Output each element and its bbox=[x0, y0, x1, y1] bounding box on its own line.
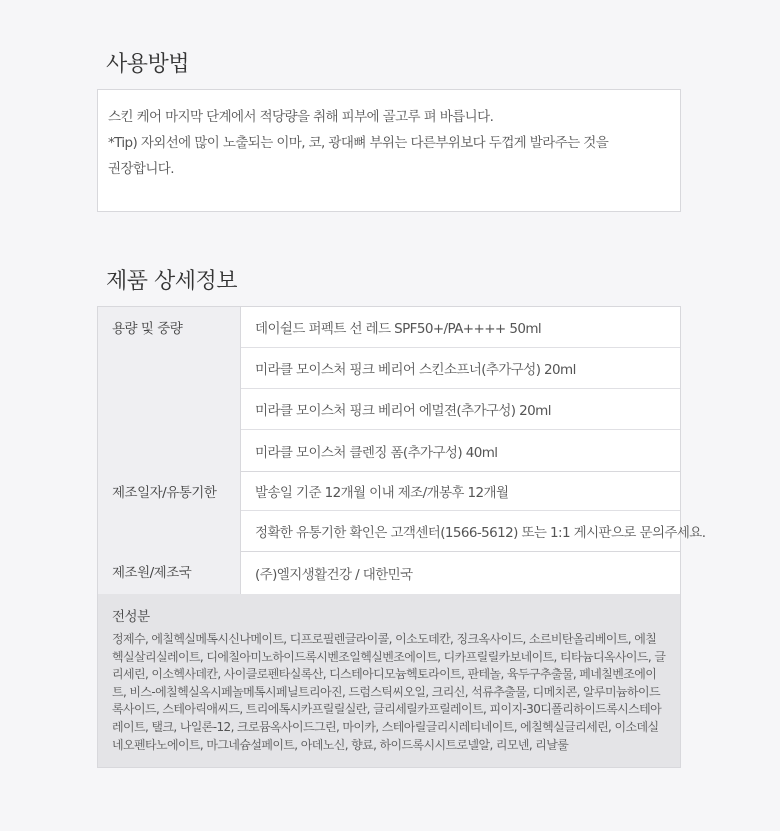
ingredients-label: 전성분 bbox=[112, 609, 150, 625]
ingredients-block bbox=[98, 594, 680, 767]
capacity-row bbox=[98, 307, 680, 472]
expiry-row bbox=[98, 471, 706, 552]
details-section-title: 제품 상세정보 bbox=[106, 269, 238, 294]
maker-value: (주)엘지생활건강 / 대한민국 bbox=[255, 566, 413, 583]
usage-line: *Tip) 자외선에 많이 노출되는 이마, 코, 광대뼈 부위는 다른부위보다 두껍게 발라주는 것을 bbox=[108, 135, 609, 151]
expiry-value: 발송일 기준 12개월 이내 제조/개봉후 12개월 bbox=[241, 471, 680, 511]
expiry-value: 정확한 유통기한 확인은 고객센터(1566-5612) 또는 1:1 게시판으로 문의주세요. bbox=[255, 525, 706, 541]
maker-label: 제조원/제조국 bbox=[98, 551, 241, 594]
capacity-value: 데이쉴드 퍼펙트 선 레드 SPF50+/PA++++ 50ml bbox=[241, 307, 680, 348]
ingredients-text: 정제수, 에칠헥실메톡시신나메이트, 디프로필렌글라이콜, 이소도데칸, 징크옥사이드, 소르비탄올리베이트, 에칠헥실살리실레이트, 디에칠아미노하이드록시벤조일헥실벤조에이트, 디카프릴릴카보네이트, 티타늄디옥사이드, 글리세린, 이소헥사데칸, 사이클로펜타실록산, 디스테아디모늄헥토라이트, 판테놀, 육두구추출물, 페네칠벤조에이트, 비스-에칠헥실옥시페놀메톡시페닐트리아진, 드럼스틱씨오일, 크리신, 석류추출물, 디메치콘, 알루미늄하이드록사이드, 스테아릭애씨드, 트리에톡시카프릴릴실란, 글리세릴카프릴레이트, 피이지-30디폴리하이드록시스테아레이트, 탤크, 나일론-12, 크로뮴옥사이드그린, 마이카, 스테아릴글리시레티네이트, 에칠헥실글리세린, 이소데실네오펜타노에이트, 마그네슘설페이트, 아데노신, 향료, 하이드록시시트로넬알, 리모넨, 리날룰 bbox=[112, 632, 666, 752]
capacity-value: 미라클 모이스처 핑크 베리어 에멀젼(추가구성) 20ml bbox=[241, 389, 680, 430]
expiry-values bbox=[241, 471, 706, 551]
product-details-table bbox=[97, 306, 706, 768]
expiry-label: 제조일자/유통기한 bbox=[98, 471, 241, 551]
capacity-value: 미라클 모이스처 핑크 베리어 스킨소프너(추가구성) 20ml bbox=[241, 348, 680, 389]
usage-line: 스킨 케어 마지막 단계에서 적당량을 취해 피부에 골고루 펴 바릅니다. bbox=[108, 109, 494, 125]
usage-line: 권장합니다. bbox=[108, 161, 174, 177]
capacity-label: 용량 및 중량 bbox=[98, 307, 241, 471]
maker-values bbox=[241, 551, 680, 594]
usage-section-title: 사용방법 bbox=[106, 52, 190, 77]
capacity-values bbox=[241, 307, 680, 471]
maker-row bbox=[98, 551, 680, 595]
capacity-value: 미라클 모이스처 클렌징 폼(추가구성) 40ml bbox=[255, 444, 498, 461]
usage-description-box bbox=[97, 89, 681, 212]
